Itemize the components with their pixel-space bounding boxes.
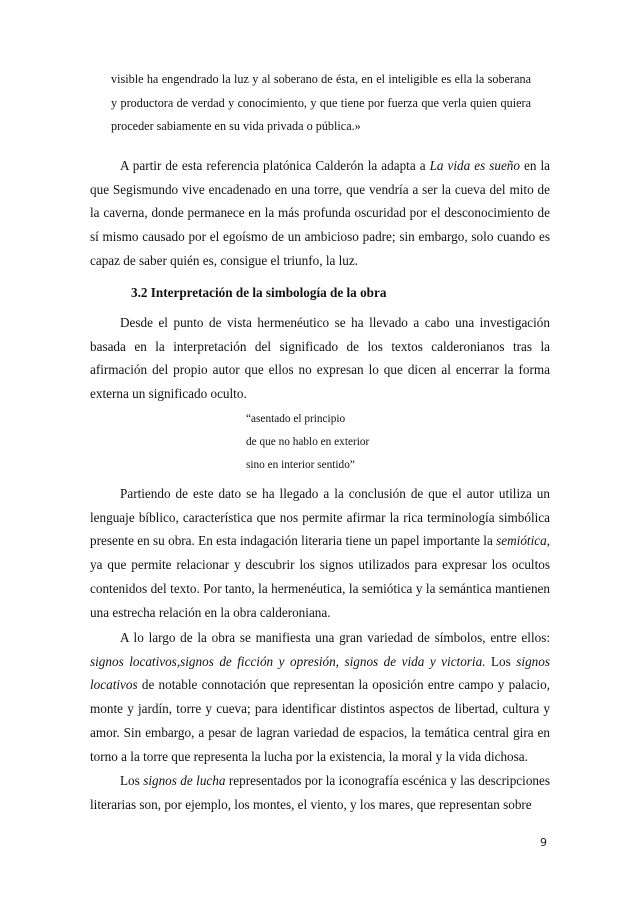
paragraph-hermeneutics: Desde el punto de vista hermenéutico se ha llevado a cabo una investigación basada en la interpretación del significado de los textos calderonianos tras la afirmación del propio autor que ellos no expresan lo que dicen al encerrar la forma externa un significado oculto. xyxy=(90,315,550,402)
verse-line: sino en interior sentido” xyxy=(246,458,355,471)
italic-term: signos locativos,signos de ficción y opresión, signos de vida y victoria. xyxy=(90,653,486,669)
italic-term: signos de lucha xyxy=(143,773,226,788)
paragraph-semiotics xyxy=(90,482,550,624)
verse-line: “asentado el principio xyxy=(246,413,346,425)
section-heading: 3.2 Interpretación de la simbología de la obra xyxy=(131,285,387,300)
paragraph-text: de notable connotación que representan la oposición entre campo y palacio, monte y jardín, torre y cueva; para identificar distintos aspectos de libertad, cultura y amor. Sin embargo, a pesar de lagran variedad de espacios, la temática central gira en torno a la torre que representa la lucha por la existencia, la moral y la vida dichosa. xyxy=(90,677,550,764)
paragraph-text: representados por la iconografía escénica y las descripciones literarias son, por ejemplo, los montes, el viento, y los mares, que representan sobre xyxy=(90,773,550,812)
paragraph-text: Los xyxy=(120,773,144,788)
verse-quote xyxy=(246,408,369,476)
paragraph-symbols xyxy=(90,626,550,768)
work-title: La vida es sueño xyxy=(429,158,520,173)
italic-term: signos locativos xyxy=(90,653,550,693)
verse-line: de que no hablo en exterior xyxy=(246,435,370,448)
paragraph-text: Los xyxy=(485,653,517,669)
paragraph-text: Partiendo de este dato se ha llegado a la conclusión de que el autor utiliza un lenguaje bíblico, característica que nos permite afirmar la rica terminología simbólica presente en su obra. En esta indagación literaria tiene un papel importante la xyxy=(90,486,550,549)
paragraph-text: en la que Segismundo vive encadenado en una torre, que vendría a ser la cueva del mito de la caverna, donde permanece en la más profunda oscuridad por el desconocimiento de sí mismo causado por el egoísmo de un ambicioso padre; sin embargo, solo cuando es capaz de saber quién es, consigue el triunfo, la luz. xyxy=(90,158,550,268)
paragraph-signs-of-struggle xyxy=(90,769,550,816)
italic-term: semiótica xyxy=(496,533,547,549)
paragraph-calderon-adaptation xyxy=(90,154,550,273)
paragraph-text: A partir de esta referencia platónica Calderón la adapta a xyxy=(120,158,430,173)
paragraph-text: A lo largo de la obra se manifiesta una gran variedad de símbolos, entre ellos: xyxy=(120,630,550,645)
paragraph-text: , ya que permite relacionar y descubrir los signos utilizados para expresar los ocultos contenidos del texto. Por tanto, la hermenéutica, la semiótica y la semántica mantienen una estrecha relación en la obra calderoniana. xyxy=(90,533,550,620)
quote-block: visible ha engendrado la luz y al soberano de ésta, en el inteligible es ella la soberana y productora de verdad y conocimiento, y que tiene por fuerza que verla quien quiera proceder sabiamente en su vida privada o pública.» xyxy=(111,72,531,133)
page-number: 9 xyxy=(540,836,547,849)
